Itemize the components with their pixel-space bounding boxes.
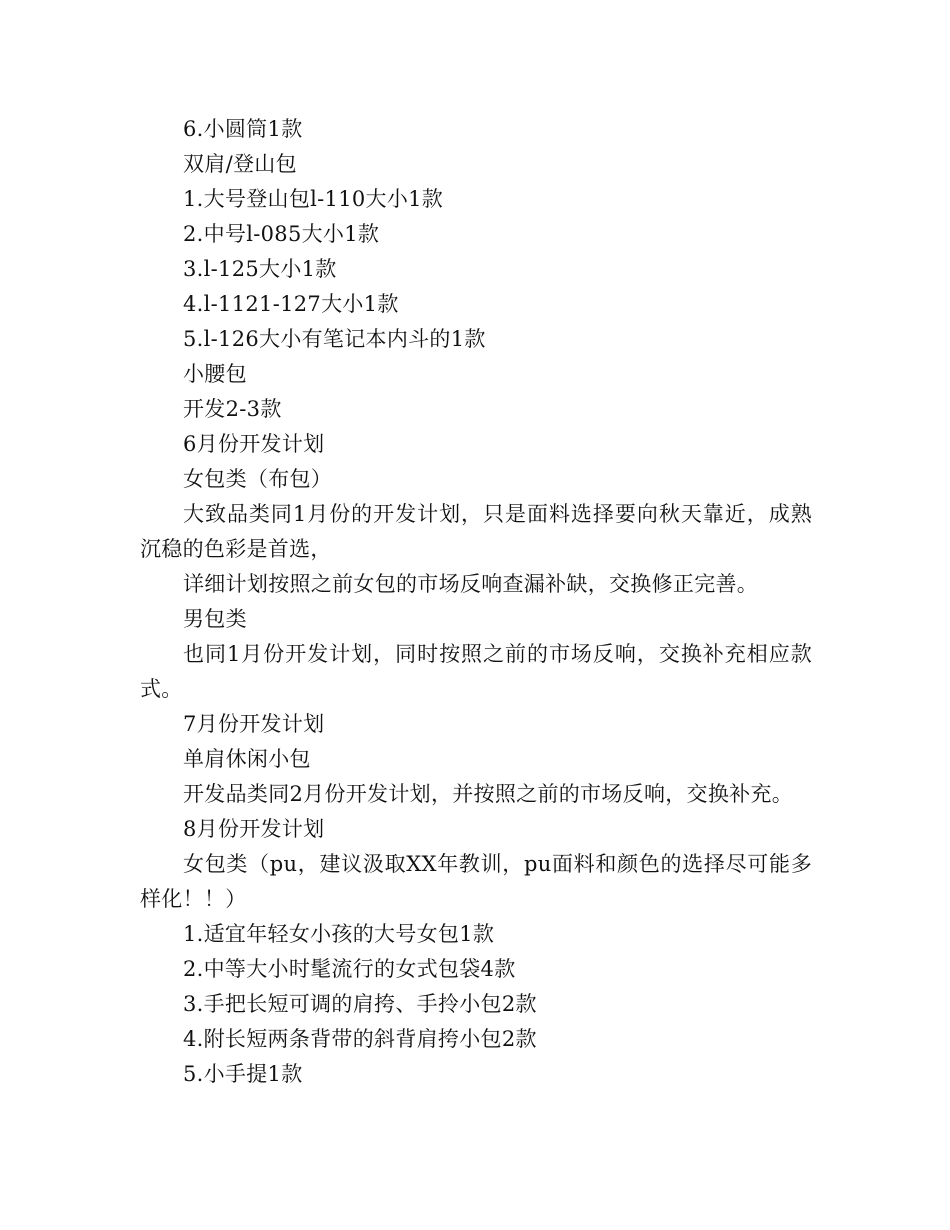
text-line: 小腰包 — [183, 362, 247, 386]
text-line: 5.小手提1款 — [183, 1062, 303, 1086]
text-line: 男包类 — [183, 607, 247, 631]
text-line: 4.l-1121-127大小1款 — [183, 292, 399, 316]
text-line: 2.中等大小时髦流行的女式包袋4款 — [183, 957, 516, 981]
paragraph: 女包类（pu，建议汲取XX年教训，pu面料和颜色的选择尽可能多样化！！） — [140, 852, 812, 911]
paragraph: 开发品类同2月份开发计划，并按照之前的市场反响，交换补充。 — [183, 782, 794, 806]
text-line: 5.l-126大小有笔记本内斗的1款 — [183, 327, 486, 351]
text-line: 3.l-125大小1款 — [183, 257, 337, 281]
section-heading: 7月份开发计划 — [183, 712, 325, 736]
text-line: 3.手把长短可调的肩挎、手拎小包2款 — [183, 992, 537, 1016]
section-heading: 8月份开发计划 — [183, 817, 325, 841]
paragraph: 大致品类同1月份的开发计划，只是面料选择要向秋天靠近，成熟沉稳的色彩是首选， — [140, 502, 812, 561]
text-line: 1.大号登山包l-110大小1款 — [183, 187, 444, 211]
text-line: 女包类（布包） — [183, 467, 333, 491]
paragraph: 详细计划按照之前女包的市场反响查漏补缺，交换修正完善。 — [183, 572, 759, 596]
text-line: 单肩休闲小包 — [183, 747, 311, 771]
document-body — [140, 112, 812, 1092]
paragraph: 也同1月份开发计划，同时按照之前的市场反响，交换补充相应款式。 — [140, 642, 812, 701]
text-line: 4.附长短两条背带的斜背肩挎小包2款 — [183, 1027, 537, 1051]
text-line: 双肩/登山包 — [183, 152, 297, 176]
text-line: 开发2-3款 — [183, 397, 282, 421]
text-line: 1.适宜年轻女小孩的大号女包1款 — [183, 922, 495, 946]
text-line: 2.中号l-085大小1款 — [183, 222, 380, 246]
section-heading: 6月份开发计划 — [183, 432, 325, 456]
text-line: 6.小圆筒1款 — [183, 117, 303, 141]
